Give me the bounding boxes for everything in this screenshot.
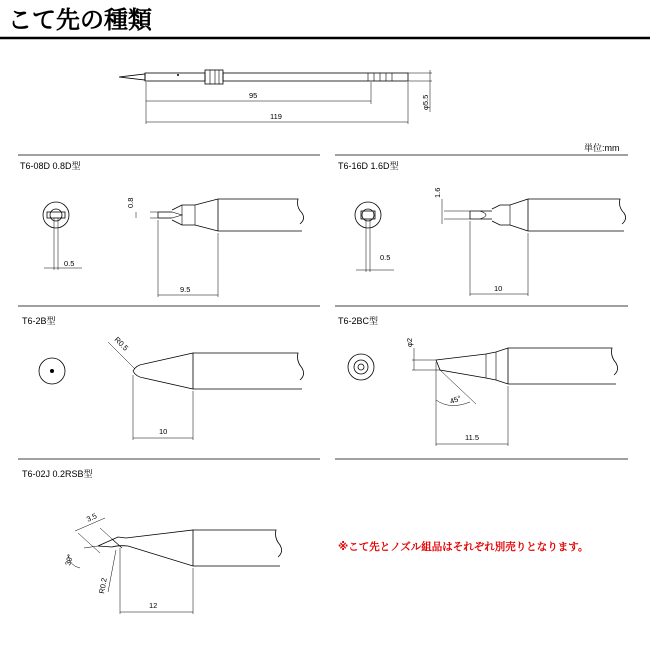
t6-2bc-dim-angle: 45° <box>448 393 463 406</box>
t6-2bc-dim-length: 11.5 <box>465 433 480 442</box>
t6-2bc-drawing <box>348 348 618 446</box>
tip-label-t6-2bc: T6-2BC型 <box>338 316 379 326</box>
t6-02j-drawing <box>68 518 282 614</box>
t6-2b-drawing <box>39 342 304 440</box>
tip-label-t6-08d: T6-08D 0.8D型 <box>20 161 81 171</box>
t6-16d-dim-length: 10 <box>494 284 503 293</box>
page-title: こて先の種類 <box>8 6 152 34</box>
t6-16d-dim-width: 1.6 <box>433 187 442 198</box>
overview-dim-119: 119 <box>270 112 282 121</box>
tip-label-t6-2b: T6-2B型 <box>22 316 56 326</box>
t6-08d-dim-width: 0.8 <box>126 197 135 208</box>
t6-08d-dim-length: 9.5 <box>180 285 191 294</box>
separate-sale-note: ※こて先とノズル組品はそれぞれ別売りとなります。 <box>338 541 589 553</box>
t6-02j-dim-3-5: 3.5 <box>85 511 99 524</box>
tip-label-t6-02j: T6-02J 0.2RSB型 <box>22 469 93 479</box>
t6-02j-dim-angle: 30° <box>63 553 75 567</box>
t6-2b-dim-length: 10 <box>159 427 168 436</box>
unit-label: 単位:mm <box>584 143 620 153</box>
t6-16d-dim-tip: 0.5 <box>380 253 391 262</box>
t6-08d-dim-tip: 0.5 <box>64 259 75 268</box>
t6-02j-dim-radius: R0.2 <box>97 577 109 595</box>
tip-label-t6-16d: T6-16D 1.6D型 <box>338 161 399 171</box>
t6-02j-dim-length: 12 <box>149 601 158 610</box>
overview-dim-95: 95 <box>249 91 258 100</box>
t6-08d-drawing <box>43 199 304 297</box>
t6-2bc-dim-diameter: φ2 <box>405 337 414 347</box>
t6-16d-drawing <box>355 199 626 296</box>
overview-dim-diameter: φ5.5 <box>421 94 430 110</box>
t6-2b-dim-radius: R0.5 <box>112 335 131 353</box>
